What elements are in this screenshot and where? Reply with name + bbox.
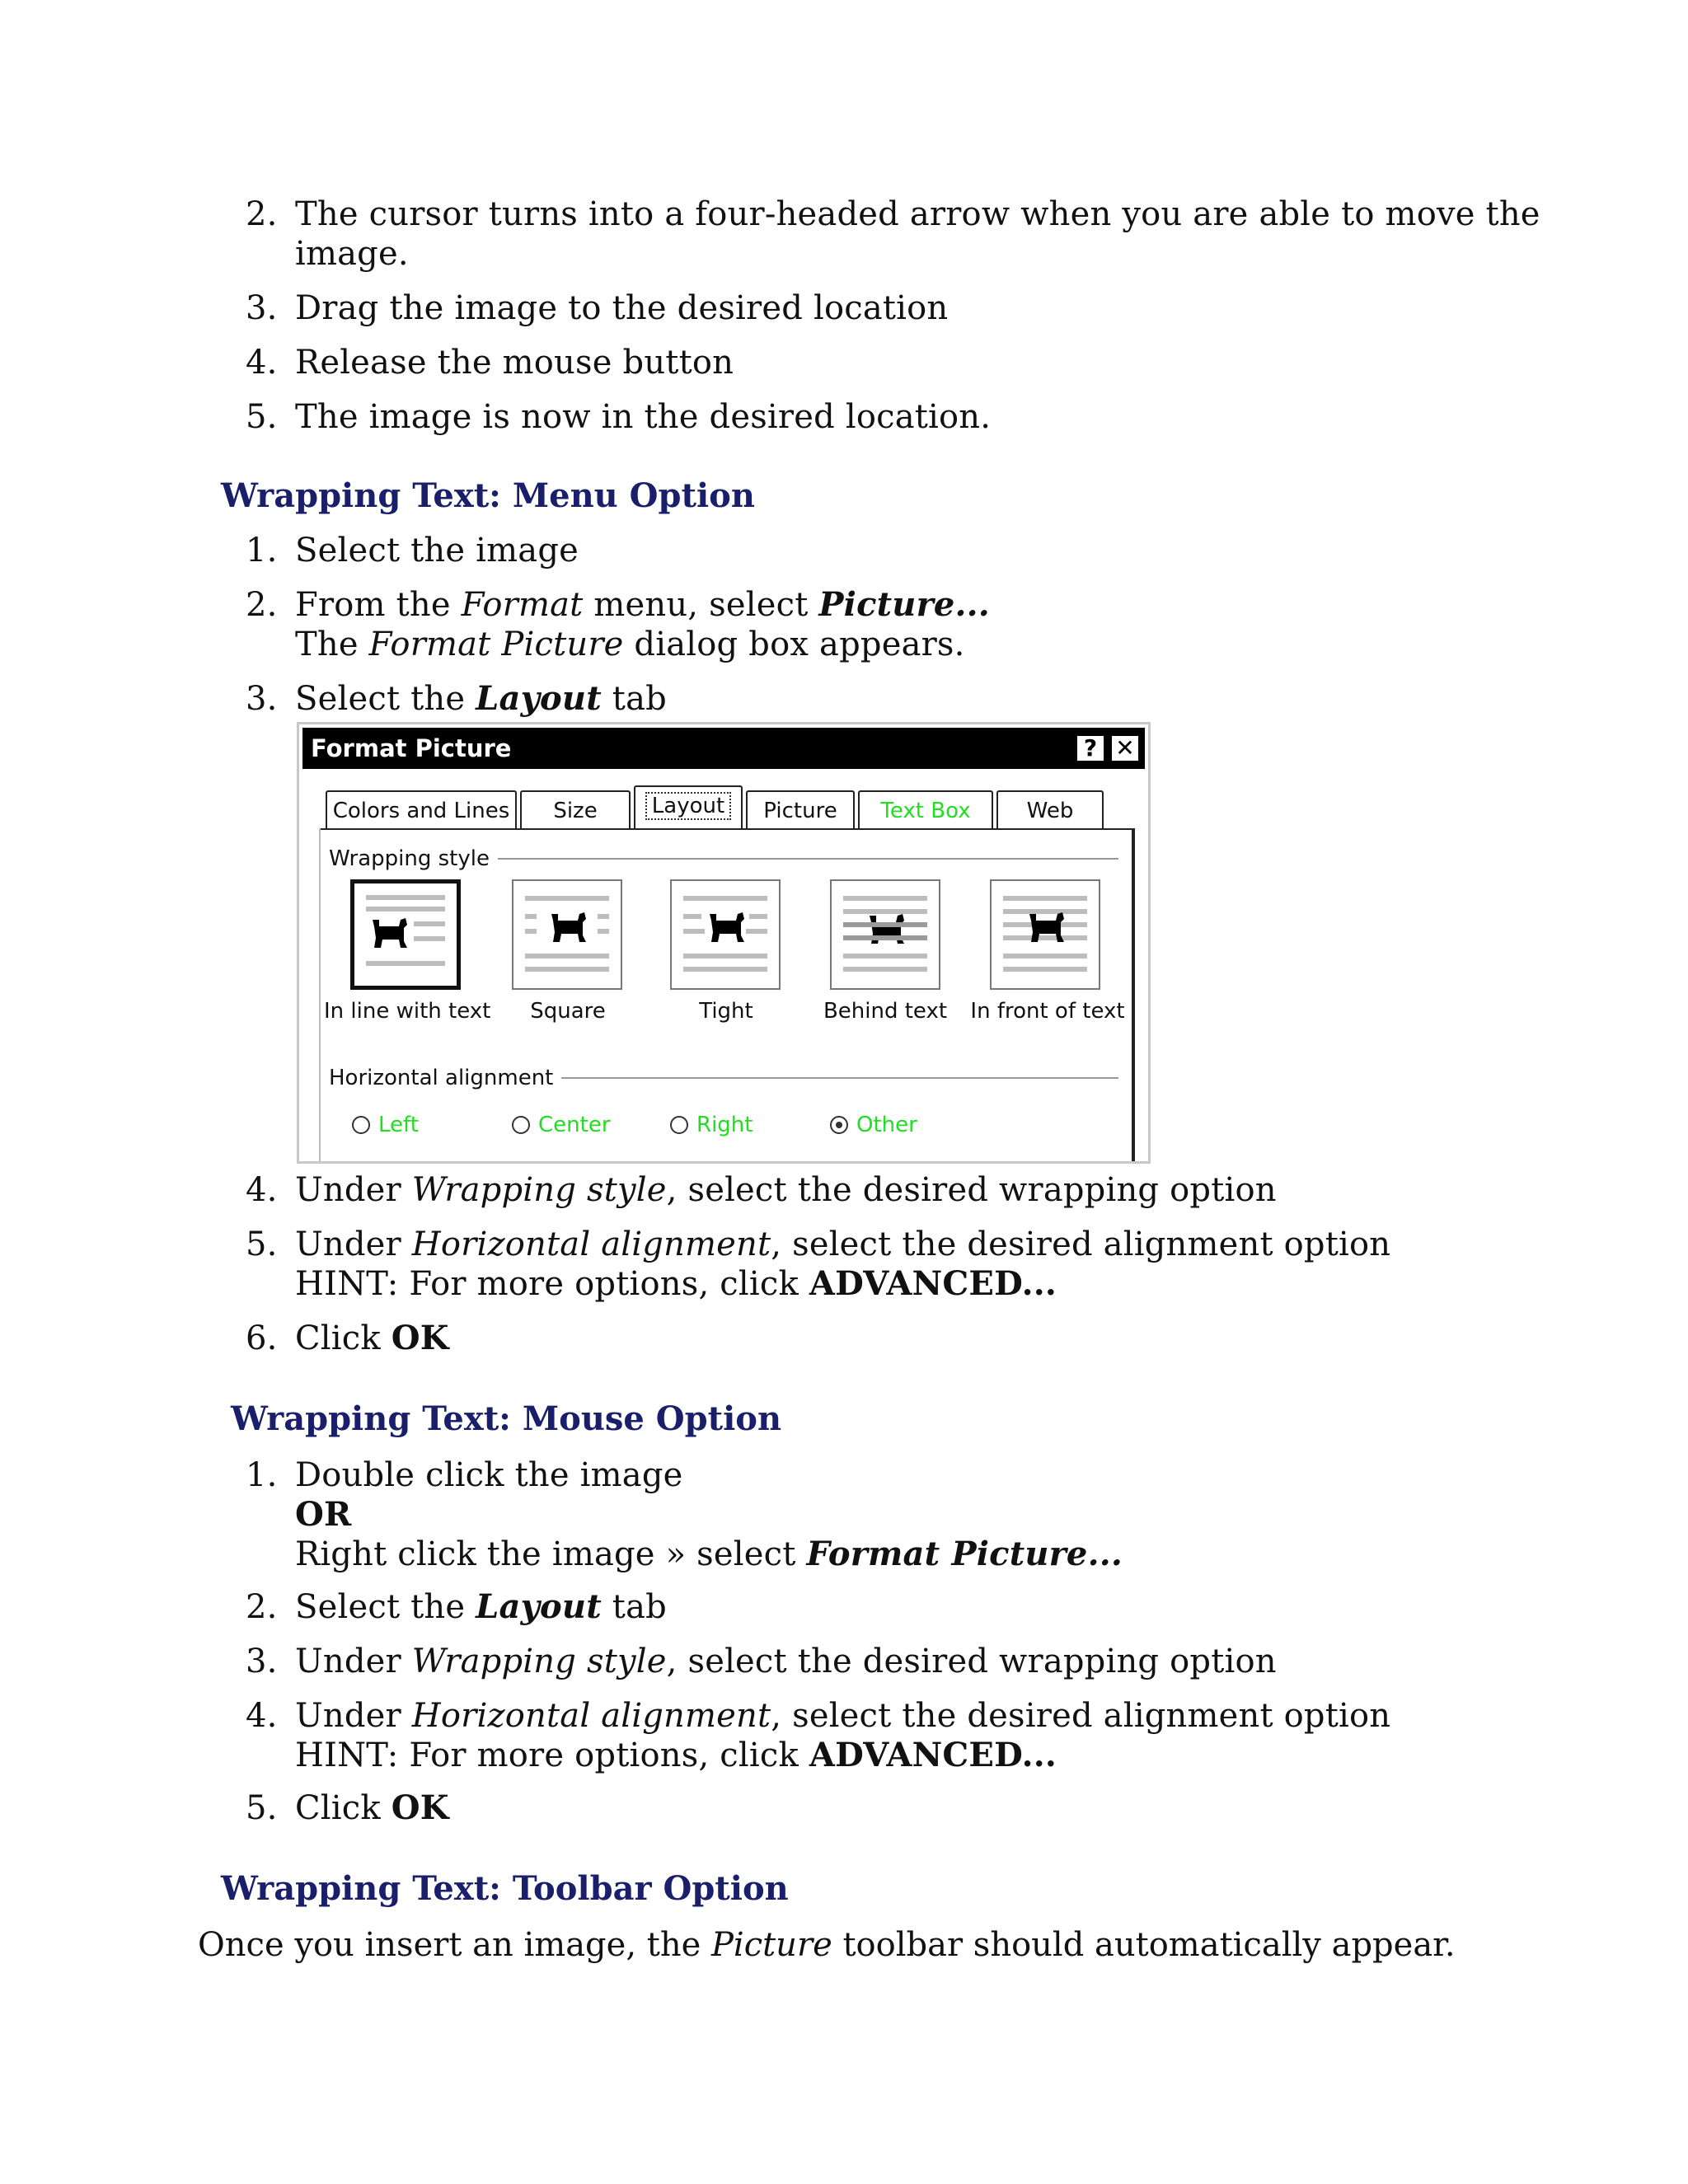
wrap-inline-label: In line with text [324,999,491,1024]
dog-icon [550,911,588,944]
help-button[interactable]: ? [1076,734,1105,762]
mouse-step-5: 5. Click OK [246,1788,449,1827]
radio-circle [670,1116,688,1134]
align-left-radio[interactable]: Left [352,1112,419,1138]
horizontal-alignment-rule [546,1077,1118,1079]
mouse-step-1: 1. Double click the image OR Right click the image » select Format Picture... [246,1456,1123,1573]
step-2-cursor: 2. The cursor turns into a four-headed arrow when you are able to move the image. [246,195,1540,273]
wrap-in-front-of-text-button[interactable] [990,879,1100,990]
menu-step-2: 2. From the Format menu, select Picture... The Format Picture dialog box appears. [246,585,990,663]
menu-step-3: 3. Select the Layout tab [246,679,667,718]
panel-left-edge [319,828,321,1161]
dog-icon [868,912,906,945]
close-button[interactable]: ✕ [1110,734,1140,762]
radio-circle-selected [830,1116,848,1134]
heading-mouse-option: Wrapping Text: Mouse Option [231,1399,782,1438]
wrap-inline-button[interactable] [350,879,461,990]
mouse-step-3: 3. Under Wrapping style, select the desired wrapping option [246,1643,1277,1680]
radio-circle [512,1116,530,1134]
wrapping-style-rule [492,858,1118,860]
menu-step-6: 6. Click OK [246,1319,449,1357]
heading-toolbar-option: Wrapping Text: Toolbar Option [221,1869,789,1908]
tab-web[interactable]: Web [996,790,1104,828]
tab-size[interactable]: Size [520,790,631,828]
radio-circle [352,1116,370,1134]
align-other-radio[interactable]: Other [830,1112,917,1138]
dog-icon [1028,911,1066,944]
wrap-behind-text-button[interactable] [830,879,940,990]
dialog-titlebar [302,728,1145,769]
step-3-drag: 3. Drag the image to the desired location [246,289,949,327]
tab-divider [319,828,1132,830]
wrap-in-front-of-text-label: In front of text [970,999,1125,1024]
wrap-square-button[interactable] [512,879,622,990]
dog-icon [371,916,409,949]
heading-menu-option: Wrapping Text: Menu Option [221,476,755,515]
wrapping-style-label: Wrapping style [329,846,498,871]
panel-right-edge [1132,828,1135,1161]
menu-step-5: 5. Under Horizontal alignment, select the desired alignment option HINT: For more options, click ADVANCED... [246,1226,1391,1303]
wrap-behind-text-label: Behind text [823,999,948,1024]
tab-colors-and-lines[interactable]: Colors and Lines [326,790,517,828]
tab-layout[interactable]: Layout [634,785,743,828]
mouse-step-2: 2. Select the Layout tab [246,1587,667,1626]
align-center-radio[interactable]: Center [512,1112,611,1138]
menu-step-1: 1. Select the image [246,532,579,569]
menu-step-4: 4. Under Wrapping style, select the desired wrapping option [246,1171,1277,1209]
toolbar-paragraph: Once you insert an image, the Picture toolbar should automatically appear. [198,1926,1456,1964]
step-5-done: 5. The image is now in the desired location. [246,398,992,436]
wrap-tight-button[interactable] [670,879,781,990]
wrap-tight-label: Tight [699,999,753,1024]
mouse-step-4: 4. Under Horizontal alignment, select the desired alignment option HINT: For more options, click ADVANCED... [246,1697,1391,1774]
tab-picture[interactable]: Picture [746,790,855,828]
align-right-radio[interactable]: Right [670,1112,753,1138]
step-4-release: 4. Release the mouse button [246,344,734,382]
format-picture-dialog [297,722,1151,1164]
wrap-square-label: Square [530,999,606,1024]
dog-icon [708,911,746,944]
tab-text-box[interactable]: Text Box [858,790,993,828]
horizontal-alignment-label: Horizontal alignment [329,1066,561,1090]
dialog-title: Format Picture [311,734,512,762]
